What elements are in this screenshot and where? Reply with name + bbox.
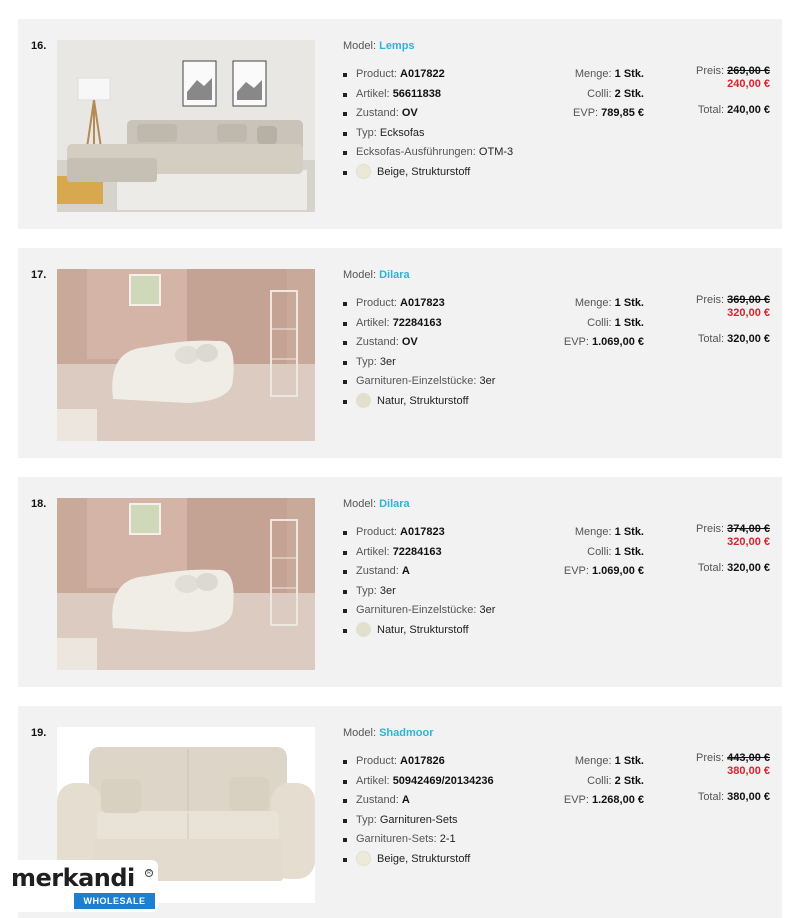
spec-text: Zustand: [356, 565, 399, 577]
spec-text: Menge: [574, 526, 612, 538]
colli-line [573, 85, 644, 105]
spec-extra [343, 143, 523, 163]
spec-text: 3er [479, 375, 496, 387]
spec-text: Total: [697, 104, 725, 116]
spec-value: 1 Stk. [614, 755, 644, 767]
spec-text: Artikel: [356, 316, 390, 329]
spec-value: 789,85 € [601, 107, 644, 119]
color-swatch [356, 164, 371, 179]
evp-line [564, 562, 644, 582]
spec-value: A017823 [400, 526, 445, 538]
new-price: 380,00 € [727, 765, 770, 777]
model-line [343, 727, 434, 739]
new-price: 320,00 € [727, 307, 770, 319]
wholesale-badge: WHOLESALE [74, 893, 155, 909]
spec-value: 56611838 [392, 87, 442, 100]
menge-line [573, 65, 644, 85]
spec-text: Beige, Strukturstoff [377, 852, 471, 865]
colli-line [564, 772, 644, 792]
model-line [343, 498, 410, 510]
spec-product [343, 65, 523, 85]
menge-line [564, 294, 644, 314]
spec-typ [343, 124, 523, 144]
spec-text: Colli: [587, 316, 612, 329]
colli-line [564, 314, 644, 334]
spec-value: 1 Stk. [614, 68, 644, 80]
spec-text: Menge: [574, 68, 612, 80]
spec-extra [343, 601, 523, 621]
spec-text: EVP: [563, 794, 589, 806]
spec-color [343, 621, 523, 641]
spec-text: Beige, Strukturstoff [377, 165, 471, 178]
spec-text: Artikel: [356, 545, 390, 558]
spec-text: 3er [479, 604, 496, 616]
total-line [696, 791, 770, 804]
spec-artikel [343, 314, 523, 334]
curved-sofa-image[interactable] [57, 269, 315, 441]
spec-text: Total: [697, 333, 725, 345]
spec-text: Ecksofas [379, 126, 425, 139]
menge-line [564, 523, 644, 543]
spec-value: OV [401, 336, 418, 348]
spec-typ [343, 811, 523, 831]
preis-line [696, 523, 770, 536]
spec-value: A [401, 565, 410, 577]
spec-text: 2-1 [439, 833, 456, 845]
spec-artikel [343, 772, 523, 792]
spec-color [343, 163, 523, 183]
old-price: 443,00 € [727, 752, 770, 764]
spec-text: Preis: [695, 523, 725, 535]
listing-card [18, 477, 782, 687]
spec-text: Preis: [695, 752, 725, 764]
model-line [343, 40, 415, 52]
price-block [696, 65, 770, 117]
spec-zustand [343, 333, 523, 353]
spec-value: 320,00 € [727, 562, 770, 574]
spec-value: A017822 [400, 68, 445, 80]
spec-value: 380,00 € [727, 791, 770, 803]
color-swatch [356, 851, 371, 866]
listing-card [18, 19, 782, 229]
logo-wordmark: merkandi [11, 864, 135, 892]
total-line [696, 562, 770, 575]
spec-value: 1 Stk. [614, 316, 644, 329]
spec-value: A [401, 794, 410, 806]
spec-value: 1.069,00 € [592, 336, 644, 348]
spec-text: Typ: [356, 813, 377, 826]
model-label: Model: [343, 269, 377, 281]
model-name-link[interactable]: Dilara [379, 498, 410, 510]
model-label: Model: [343, 40, 377, 52]
corner-sofa-image[interactable] [57, 40, 315, 212]
color-swatch [356, 393, 371, 408]
item-number: 17. [31, 269, 47, 281]
spec-text: EVP: [573, 107, 599, 119]
spec-text: Typ: [356, 584, 377, 597]
spec-product [343, 523, 523, 543]
preis-line [696, 294, 770, 307]
spec-value: 1 Stk. [614, 545, 644, 558]
spec-extra [343, 830, 523, 850]
spec-zustand [343, 562, 523, 582]
spec-artikel [343, 543, 523, 563]
total-line [696, 104, 770, 117]
spec-text: Natur, Strukturstoff [377, 623, 469, 636]
spec-text: Product: [356, 526, 397, 538]
spec-value: 2 Stk. [614, 87, 644, 100]
spec-product [343, 294, 523, 314]
preis-line [696, 752, 770, 765]
spec-color [343, 850, 523, 870]
spec-value: OV [401, 107, 418, 119]
spec-list [343, 752, 523, 869]
spec-text: Garnituren-Sets [379, 813, 458, 826]
spec-text: Garnituren-Einzelstücke: [356, 604, 477, 616]
spec-artikel [343, 85, 523, 105]
spec-extra [343, 372, 523, 392]
model-line [343, 269, 410, 281]
spec-text: Total: [697, 791, 725, 803]
spec-text: Ecksofas-Ausführungen: [356, 146, 476, 158]
new-price: 240,00 € [727, 78, 770, 90]
spec-value: 72284163 [392, 316, 442, 329]
spec-text: Zustand: [356, 107, 399, 119]
old-price: 374,00 € [727, 523, 770, 535]
merkandi-logo [6, 860, 158, 912]
curved-sofa-image[interactable] [57, 498, 315, 670]
model-name-link[interactable]: Dilara [379, 269, 410, 281]
model-label: Model: [343, 727, 377, 739]
registered-mark: R [145, 869, 153, 877]
spec-value: A017826 [400, 755, 445, 767]
spec-list [343, 294, 523, 411]
spec-value: 1 Stk. [614, 297, 644, 309]
model-name-link[interactable]: Shadmoor [379, 727, 434, 739]
evp-line [564, 791, 644, 811]
spec-list [343, 523, 523, 640]
spec-text: 3er [379, 584, 396, 597]
spec-text: Zustand: [356, 336, 399, 348]
old-price: 369,00 € [727, 294, 770, 306]
price-block [696, 294, 770, 346]
old-price: 269,00 € [727, 65, 770, 77]
spec-value: 50942469/20134236 [392, 774, 494, 787]
new-price: 320,00 € [727, 536, 770, 548]
spec-list [343, 65, 523, 182]
spec-text: Artikel: [356, 774, 390, 787]
spec-zustand [343, 104, 523, 124]
item-number: 19. [31, 727, 47, 739]
color-swatch [356, 622, 371, 637]
price-block [696, 752, 770, 804]
spec-text: Typ: [356, 126, 377, 139]
spec-value: A017823 [400, 297, 445, 309]
spec-text: Garnituren-Sets: [356, 833, 437, 845]
spec-text: Preis: [695, 294, 725, 306]
quantity-block [564, 752, 644, 811]
spec-text: Colli: [587, 774, 612, 787]
spec-typ [343, 353, 523, 373]
spec-value: 1 Stk. [614, 526, 644, 538]
spec-text: Natur, Strukturstoff [377, 394, 469, 407]
model-name-link[interactable]: Lemps [379, 40, 415, 52]
evp-line [564, 333, 644, 353]
spec-text: Garnituren-Einzelstücke: [356, 375, 477, 387]
quantity-block [573, 65, 644, 124]
spec-text: OTM-3 [478, 146, 514, 158]
price-block [696, 523, 770, 575]
spec-text: Product: [356, 755, 397, 767]
spec-text: Menge: [574, 297, 612, 309]
spec-text: EVP: [563, 565, 589, 577]
quantity-block [564, 523, 644, 582]
spec-text: Menge: [574, 755, 612, 767]
spec-text: Typ: [356, 355, 377, 368]
evp-line [573, 104, 644, 124]
spec-text: Preis: [695, 65, 725, 77]
spec-typ [343, 582, 523, 602]
total-line [696, 333, 770, 346]
item-number: 16. [31, 40, 47, 52]
spec-value: 1.268,00 € [592, 794, 644, 806]
spec-text: Product: [356, 297, 397, 309]
spec-value: 72284163 [392, 545, 442, 558]
spec-value: 240,00 € [727, 104, 770, 116]
listing-card [18, 248, 782, 458]
spec-value: 320,00 € [727, 333, 770, 345]
spec-text: Product: [356, 68, 397, 80]
item-number: 18. [31, 498, 47, 510]
spec-value: 2 Stk. [614, 774, 644, 787]
spec-text: Colli: [587, 87, 612, 100]
colli-line [564, 543, 644, 563]
spec-product [343, 752, 523, 772]
spec-text: Total: [697, 562, 725, 574]
model-label: Model: [343, 498, 377, 510]
menge-line [564, 752, 644, 772]
spec-text: Artikel: [356, 87, 390, 100]
spec-value: 1.069,00 € [592, 565, 644, 577]
spec-text: Zustand: [356, 794, 399, 806]
preis-line [696, 65, 770, 78]
spec-color [343, 392, 523, 412]
spec-zustand [343, 791, 523, 811]
spec-text: EVP: [563, 336, 589, 348]
quantity-block [564, 294, 644, 353]
spec-text: 3er [379, 355, 396, 368]
spec-text: Colli: [587, 545, 612, 558]
